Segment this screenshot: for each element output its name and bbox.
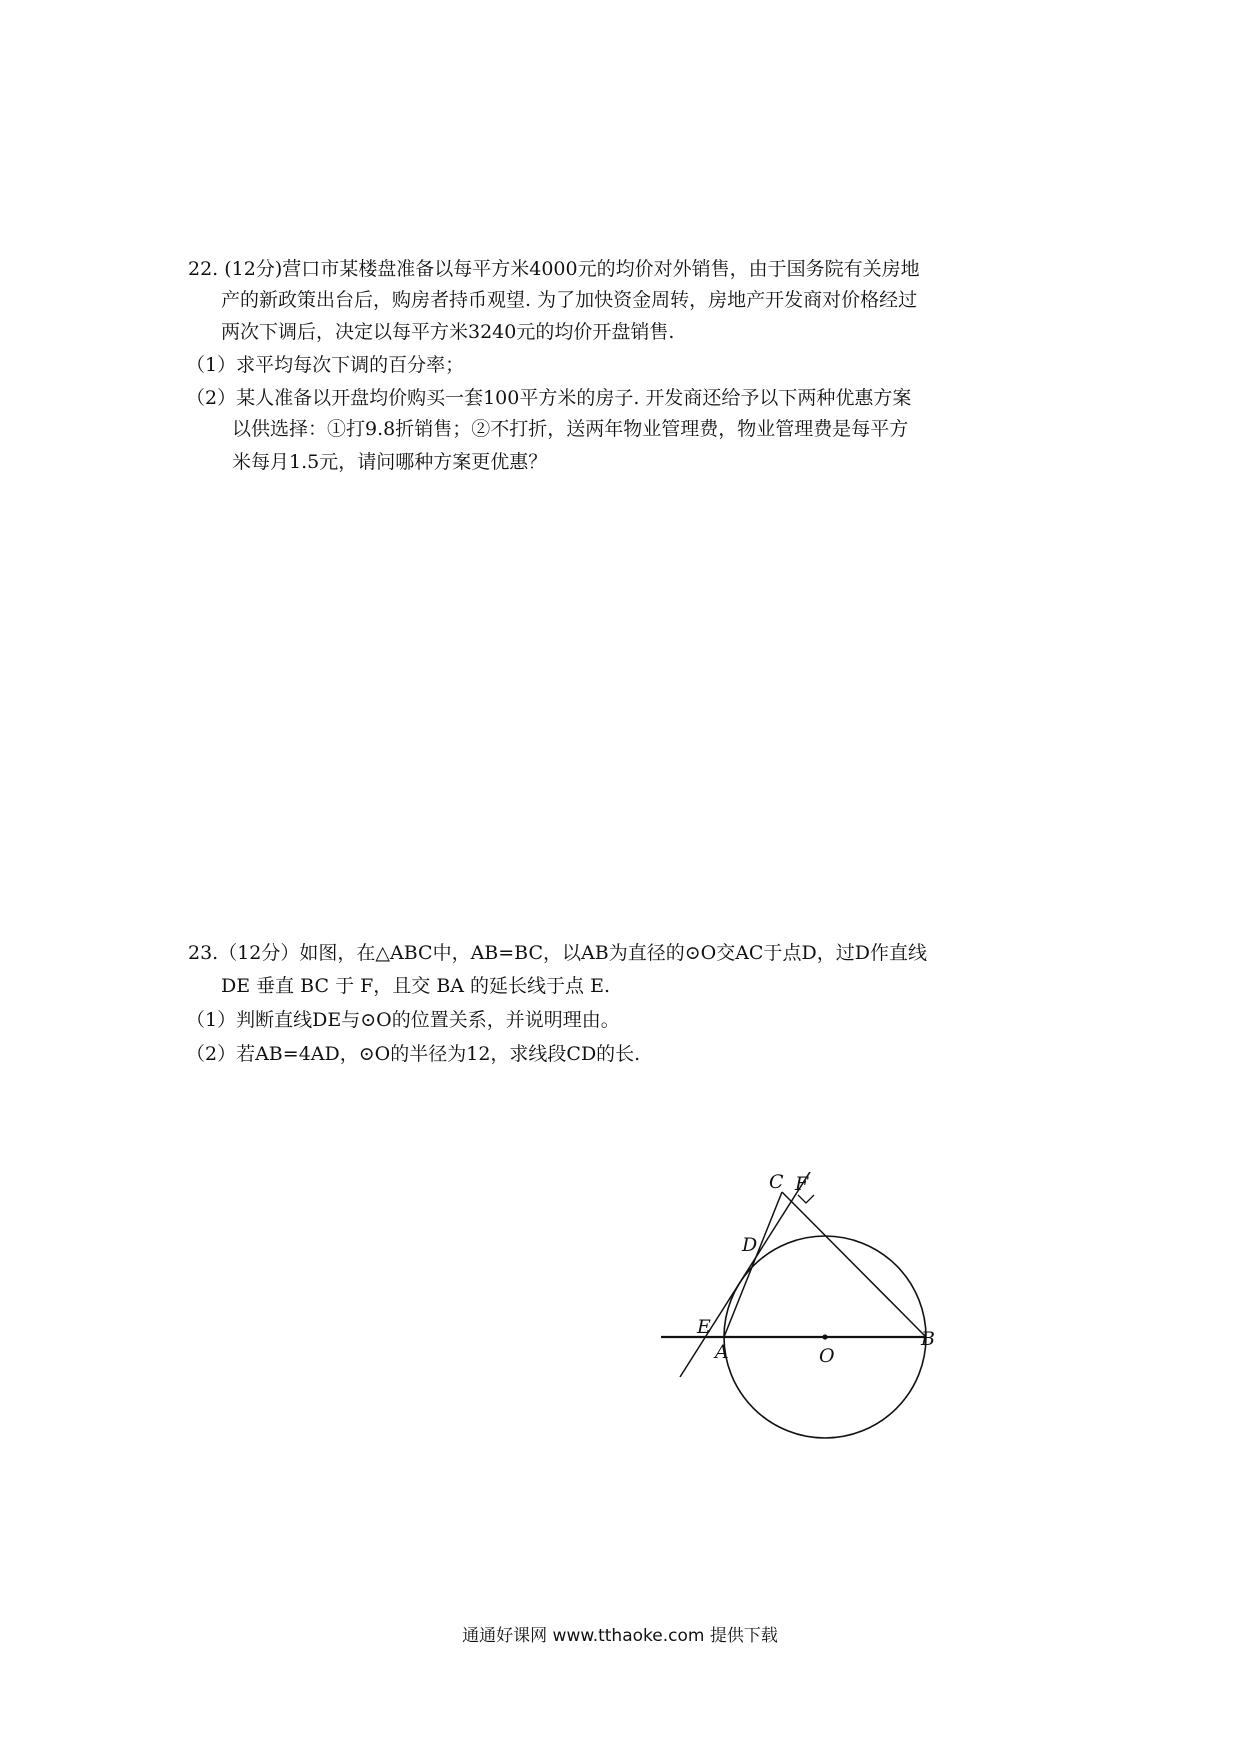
label-c: C (769, 1172, 784, 1193)
label-b: B (921, 1328, 935, 1350)
q22-part-2-line-3: 米每月1.5元，请问哪种方案更优惠？ (232, 451, 548, 473)
segment-ac (724, 1192, 782, 1337)
right-angle-marker (798, 1195, 814, 1203)
label-e: E (697, 1316, 711, 1338)
label-a: A (715, 1341, 729, 1363)
q23-part-2: （2）若AB=4AD，⊙O的半径为12，求线段CD的长. (186, 1043, 641, 1065)
q22-part-2-line-1: （2）某人准备以开盘均价购买一套100平方米的房子. 开发商还给予以下两种优惠方案 (186, 387, 912, 409)
label-d: D (742, 1234, 758, 1256)
q22-line-3: 两次下调后，决定以每平方米3240元的均价开盘销售. (221, 321, 675, 343)
center-point-o (822, 1334, 827, 1339)
page-footer: 通通好课网 www.tthaoke.com 提供下载 (462, 1626, 778, 1646)
q23-line-2: DE 垂直 BC 于 F，且交 BA 的延长线于点 E. (221, 975, 611, 997)
geometry-figure (655, 1172, 945, 1447)
q22-part-1: （1）求平均每次下调的百分率； (186, 354, 465, 376)
q22-line-1: 22. (12分)营口市某楼盘准备以每平方米4000元的均价对外销售，由于国务院有关房地 (188, 258, 920, 280)
q23-part-1: （1）判断直线DE与⊙O的位置关系，并说明理由。 (186, 1009, 620, 1031)
line-de (680, 1172, 815, 1377)
q22-line-2: 产的新政策出台后，购房者持币观望. 为了加快资金周转，房地产开发商对价格经过 (221, 289, 918, 311)
geometry-diagram (655, 1172, 945, 1447)
segment-cb (782, 1192, 926, 1337)
q22-part-2-line-2: 以供选择：①打9.8折销售；②不打折，送两年物业管理费，物业管理费是每平方 (232, 418, 909, 440)
q23-line-1: 23.（12分）如图，在△ABC中，AB=BC，以AB为直径的⊙O交AC于点D，过D作直线 (188, 942, 927, 964)
label-o: O (819, 1345, 835, 1367)
label-f: F (795, 1173, 809, 1195)
